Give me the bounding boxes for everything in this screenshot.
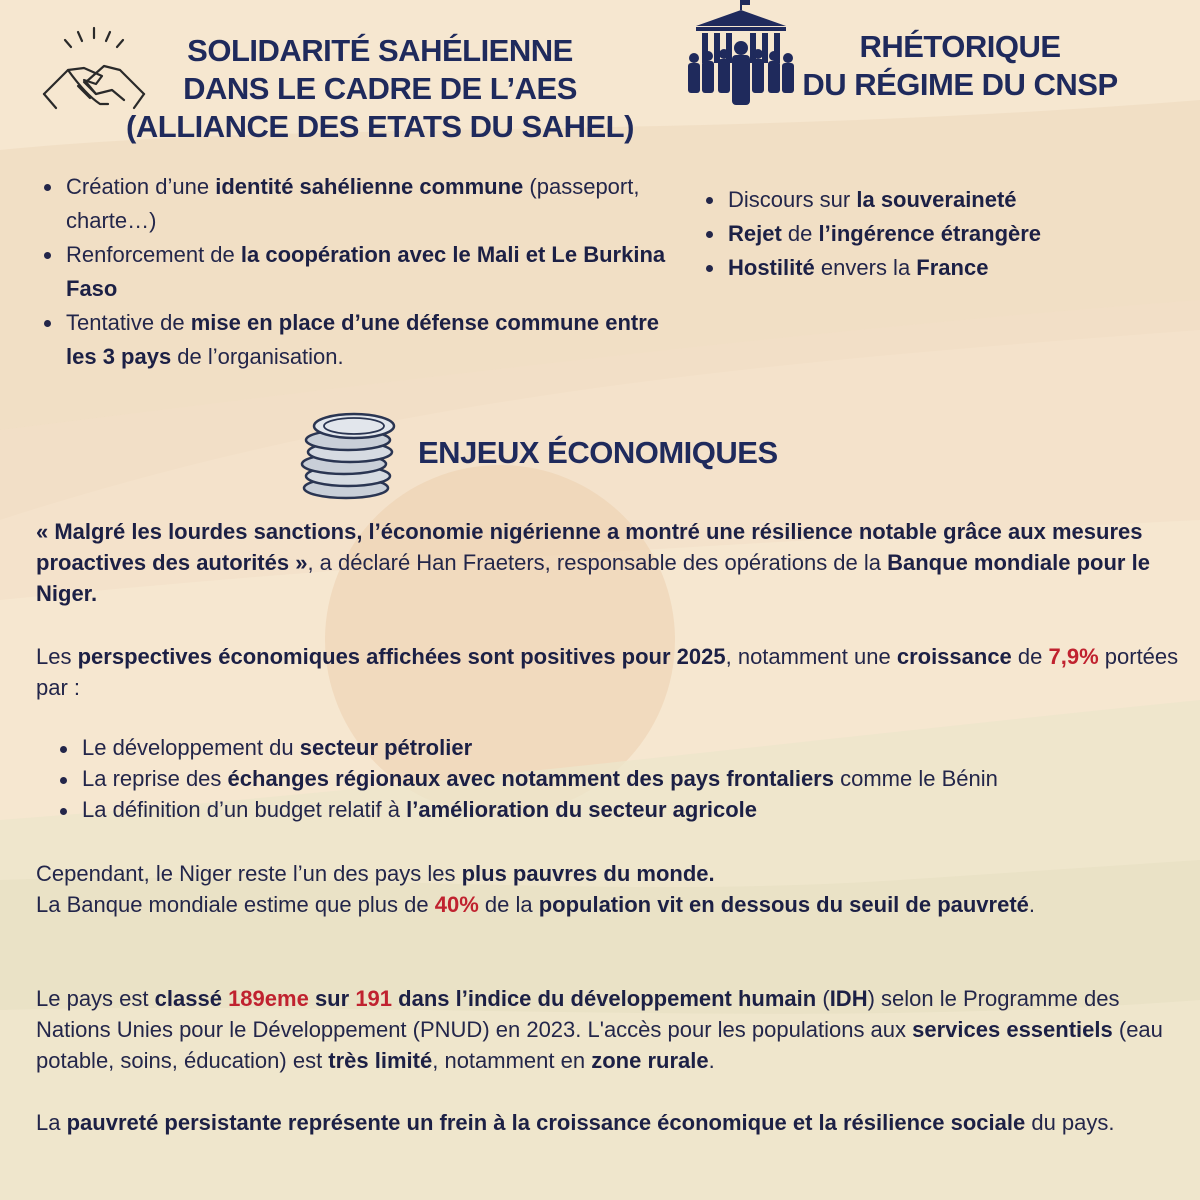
- list-item: Hostilité envers la France: [700, 251, 1170, 285]
- rhetoric-title: [770, 28, 1150, 104]
- list-item: Tentative de mise en place d’une défense commune entre les 3 pays de l’organisation.: [38, 306, 668, 374]
- list-item: La définition d’un budget relatif à l’amélioration du secteur agricole: [54, 794, 1184, 825]
- list-item: Le développement du secteur pétrolier: [54, 732, 1184, 763]
- list-item: Rejet de l’ingérence étrangère: [700, 217, 1170, 251]
- rhetoric-title-line2: DU RÉGIME DU CNSP: [802, 67, 1118, 102]
- solidarity-title-line3: (ALLIANCE DES ETATS DU SAHEL): [126, 109, 634, 144]
- poverty-paragraph: Cependant, le Niger reste l’un des pays les plus pauvres du monde. La Banque mondiale estime que plus de 40% de la population vit en dessous du seuil de pauvreté.: [36, 861, 1036, 917]
- list-item: Discours sur la souveraineté: [700, 183, 1170, 217]
- quote-paragraph: « Malgré les lourdes sanctions, l’économie nigérienne a montré une résilience notable grâce aux mesures proactives des autorités », a déclaré Han Fraeters, responsable des opérations de la Banque mondiale pour le Niger.: [36, 519, 1150, 606]
- coins-stack-icon: [298, 406, 402, 502]
- list-item: Renforcement de la coopération avec le Mali et Le Burkina Faso: [38, 238, 668, 306]
- solidarity-title-line1: SOLIDARITÉ SAHÉLIENNE: [187, 33, 573, 68]
- rhetoric-list: [700, 183, 1170, 285]
- solidarity-list: [38, 170, 668, 374]
- idh-paragraph: Le pays est classé 189eme sur 191 dans l’indice du développement humain (IDH) selon le Programme des Nations Unies pour le Développement (PNUD) en 2023. L'accès pour les populations aux services essentiels (eau potable, soins, éducation) est très limité, notamment en zone rurale.: [36, 986, 1163, 1073]
- economy-list: [54, 732, 1184, 825]
- solidarity-title: [80, 32, 680, 146]
- list-item: Création d’une identité sahélienne commune (passeport, charte…): [38, 170, 668, 238]
- conclusion-paragraph: La pauvreté persistante représente un frein à la croissance économique et la résilience sociale du pays.: [36, 1110, 1115, 1135]
- economy-title: ENJEUX ÉCONOMIQUES: [418, 435, 778, 470]
- solidarity-title-line2: DANS LE CADRE DE L’AES: [183, 71, 577, 106]
- rhetoric-title-line1: RHÉTORIQUE: [859, 29, 1061, 64]
- list-item: La reprise des échanges régionaux avec notamment des pays frontaliers comme le Bénin: [54, 763, 1184, 794]
- perspectives-paragraph: Les perspectives économiques affichées sont positives pour 2025, notamment une croissance de 7,9% portées par :: [36, 644, 1179, 700]
